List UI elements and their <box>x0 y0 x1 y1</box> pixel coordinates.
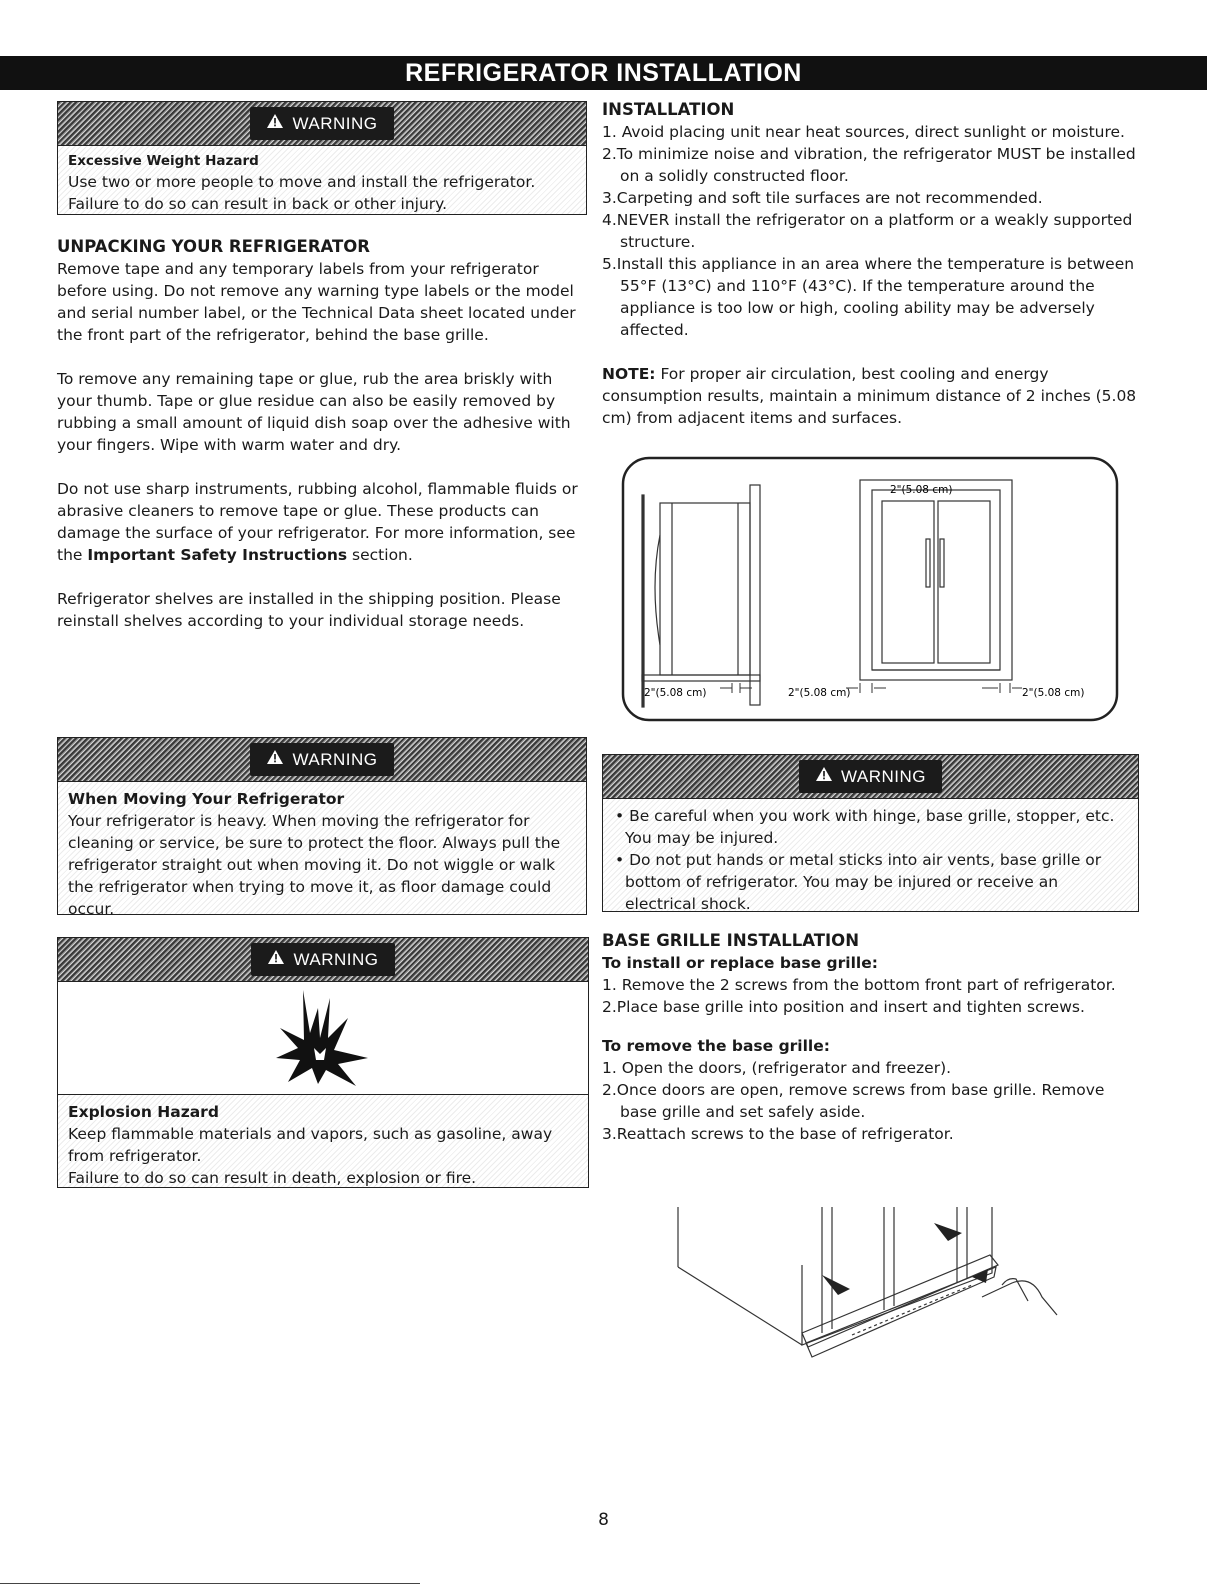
screwdriver-icon <box>972 1269 988 1283</box>
section-title: BASE GRILLE INSTALLATION <box>602 931 859 950</box>
paragraph: To remove any remaining tape or glue, rub the area briskly with your thumb. Tape or glue residue can also be easily removed by rubbing a small amount of liquid dish soap over the adhesive with your fingers. Wipe with warm water and dry. <box>57 370 571 454</box>
note-label: NOTE: <box>602 365 656 383</box>
warning-box-weight <box>57 101 587 215</box>
warning-banner <box>58 938 588 982</box>
warning-line: Failure to do so can result in back or other injury. <box>68 195 448 213</box>
list-item: 1. Avoid placing unit near heat sources, direct sunlight or moisture. <box>602 123 1125 141</box>
list-item: 5.Install this appliance in an area where the temperature is between 55°F (13°C) and 110°F (43°C). If the temperature around the appliance is too low or high, cooling ability may be adversely affected. <box>602 255 1135 339</box>
clearance-label-right: 2"(5.08 cm) <box>1022 687 1085 699</box>
page-number: 8 <box>598 1510 609 1530</box>
side-view-refrigerator <box>642 485 760 707</box>
warning-triangle-icon <box>267 949 285 970</box>
safety-instructions-ref: Important Safety Instructions <box>87 546 348 564</box>
list-item: 2.Place base grille into position and insert and tighten screws. <box>602 998 1085 1016</box>
warning-bullet: • Be careful when you work with hinge, base grille, stopper, etc. You may be injured. <box>615 807 1115 847</box>
section-title: UNPACKING YOUR REFRIGERATOR <box>57 237 371 256</box>
explosion-icon <box>268 988 378 1088</box>
installation-section <box>602 99 1142 429</box>
warning-label: WARNING <box>292 113 378 133</box>
warning-label: WARNING <box>292 749 378 769</box>
list-item: 3.Carpeting and soft tile surfaces are not recommended. <box>602 189 1043 207</box>
hazard-title: When Moving Your Refrigerator <box>68 790 345 808</box>
list-item: 4.NEVER install the refrigerator on a platform or a weakly supported structure. <box>602 211 1133 251</box>
warning-banner <box>58 102 586 146</box>
warning-triangle-icon <box>266 749 284 770</box>
divider <box>0 1583 420 1584</box>
subsection-title: To remove the base grille: <box>602 1037 830 1055</box>
warning-bullet: • Do not put hands or metal sticks into air vents, base grille or bottom of refrigerator. You may be injured or receive an electrical shock. <box>615 851 1102 913</box>
warning-label: WARNING <box>840 766 927 786</box>
base-grille-section <box>602 930 1142 1145</box>
hazard-title: Explosion Hazard <box>68 1103 219 1121</box>
hazard-title: Excessive Weight Hazard <box>68 153 259 169</box>
warning-banner <box>603 755 1138 799</box>
list-item: 1. Open the doors, (refrigerator and freezer). <box>602 1059 952 1077</box>
unpacking-section <box>57 236 589 632</box>
clearance-label-top: 2"(5.08 cm) <box>890 484 953 496</box>
clearance-diagram <box>620 455 1120 725</box>
warning-text: Your refrigerator is heavy. When moving the refrigerator for cleaning or service, be sure to protect the floor. Always pull the refrigerator straight out when moving it. Do not wiggle or walk the refrigerator when trying to move it, as floor damage could occur. <box>68 812 561 918</box>
warning-banner <box>58 738 586 782</box>
list-item: 2.Once doors are open, remove screws from base grille. Remove base grille and set safely aside. <box>602 1081 1105 1121</box>
base-grille-illustration <box>672 1205 1072 1365</box>
warning-box-explosion <box>57 937 589 1188</box>
subsection-title: To install or replace base grille: <box>602 954 878 972</box>
front-view-refrigerator <box>860 480 1012 680</box>
paragraph: Do not use sharp instruments, rubbing alcohol, flammable fluids or abrasive cleaners to remove tape or glue. These products can damage the surface of your refrigerator. For more information, see the Important Safety Instructions section. <box>57 480 578 564</box>
warning-triangle-icon <box>266 113 284 134</box>
page-title: REFRIGERATOR INSTALLATION <box>0 56 1207 90</box>
arrow-icon <box>934 1223 962 1241</box>
paragraph: Refrigerator shelves are installed in the shipping position. Please reinstall shelves according to your individual storage needs. <box>57 590 561 630</box>
warning-box-moving <box>57 737 587 918</box>
list-item: 1. Remove the 2 screws from the bottom front part of refrigerator. <box>602 976 1116 994</box>
warning-label: WARNING <box>293 949 379 969</box>
clearance-label-middle: 2"(5.08 cm) <box>788 687 851 699</box>
list-item: 3.Reattach screws to the base of refrigerator. <box>602 1125 954 1143</box>
section-title: INSTALLATION <box>602 100 735 119</box>
warning-line: Failure to do so can result in death, explosion or fire. <box>68 1169 477 1187</box>
clearance-label-left: 2"(5.08 cm) <box>644 687 707 699</box>
warning-line: Keep flammable materials and vapors, such as gasoline, away from refrigerator. <box>68 1125 553 1165</box>
note-paragraph: NOTE: For proper air circulation, best cooling and energy consumption results, maintain a minimum distance of 2 inches (5.08 cm) from adjacent items and surfaces. <box>602 365 1137 427</box>
paragraph: Remove tape and any temporary labels from your refrigerator before using. Do not remove any warning type labels or the model and serial number label, or the Technical Data sheet located under the front part of the refrigerator, behind the base grille. <box>57 260 576 344</box>
warning-line: Use two or more people to move and install the refrigerator. <box>68 173 536 191</box>
warning-triangle-icon <box>815 766 833 787</box>
list-item: 2.To minimize noise and vibration, the refrigerator MUST be installed on a solidly constructed floor. <box>602 145 1136 185</box>
warning-box-hinge <box>602 754 1139 912</box>
arrow-icon <box>822 1275 850 1295</box>
